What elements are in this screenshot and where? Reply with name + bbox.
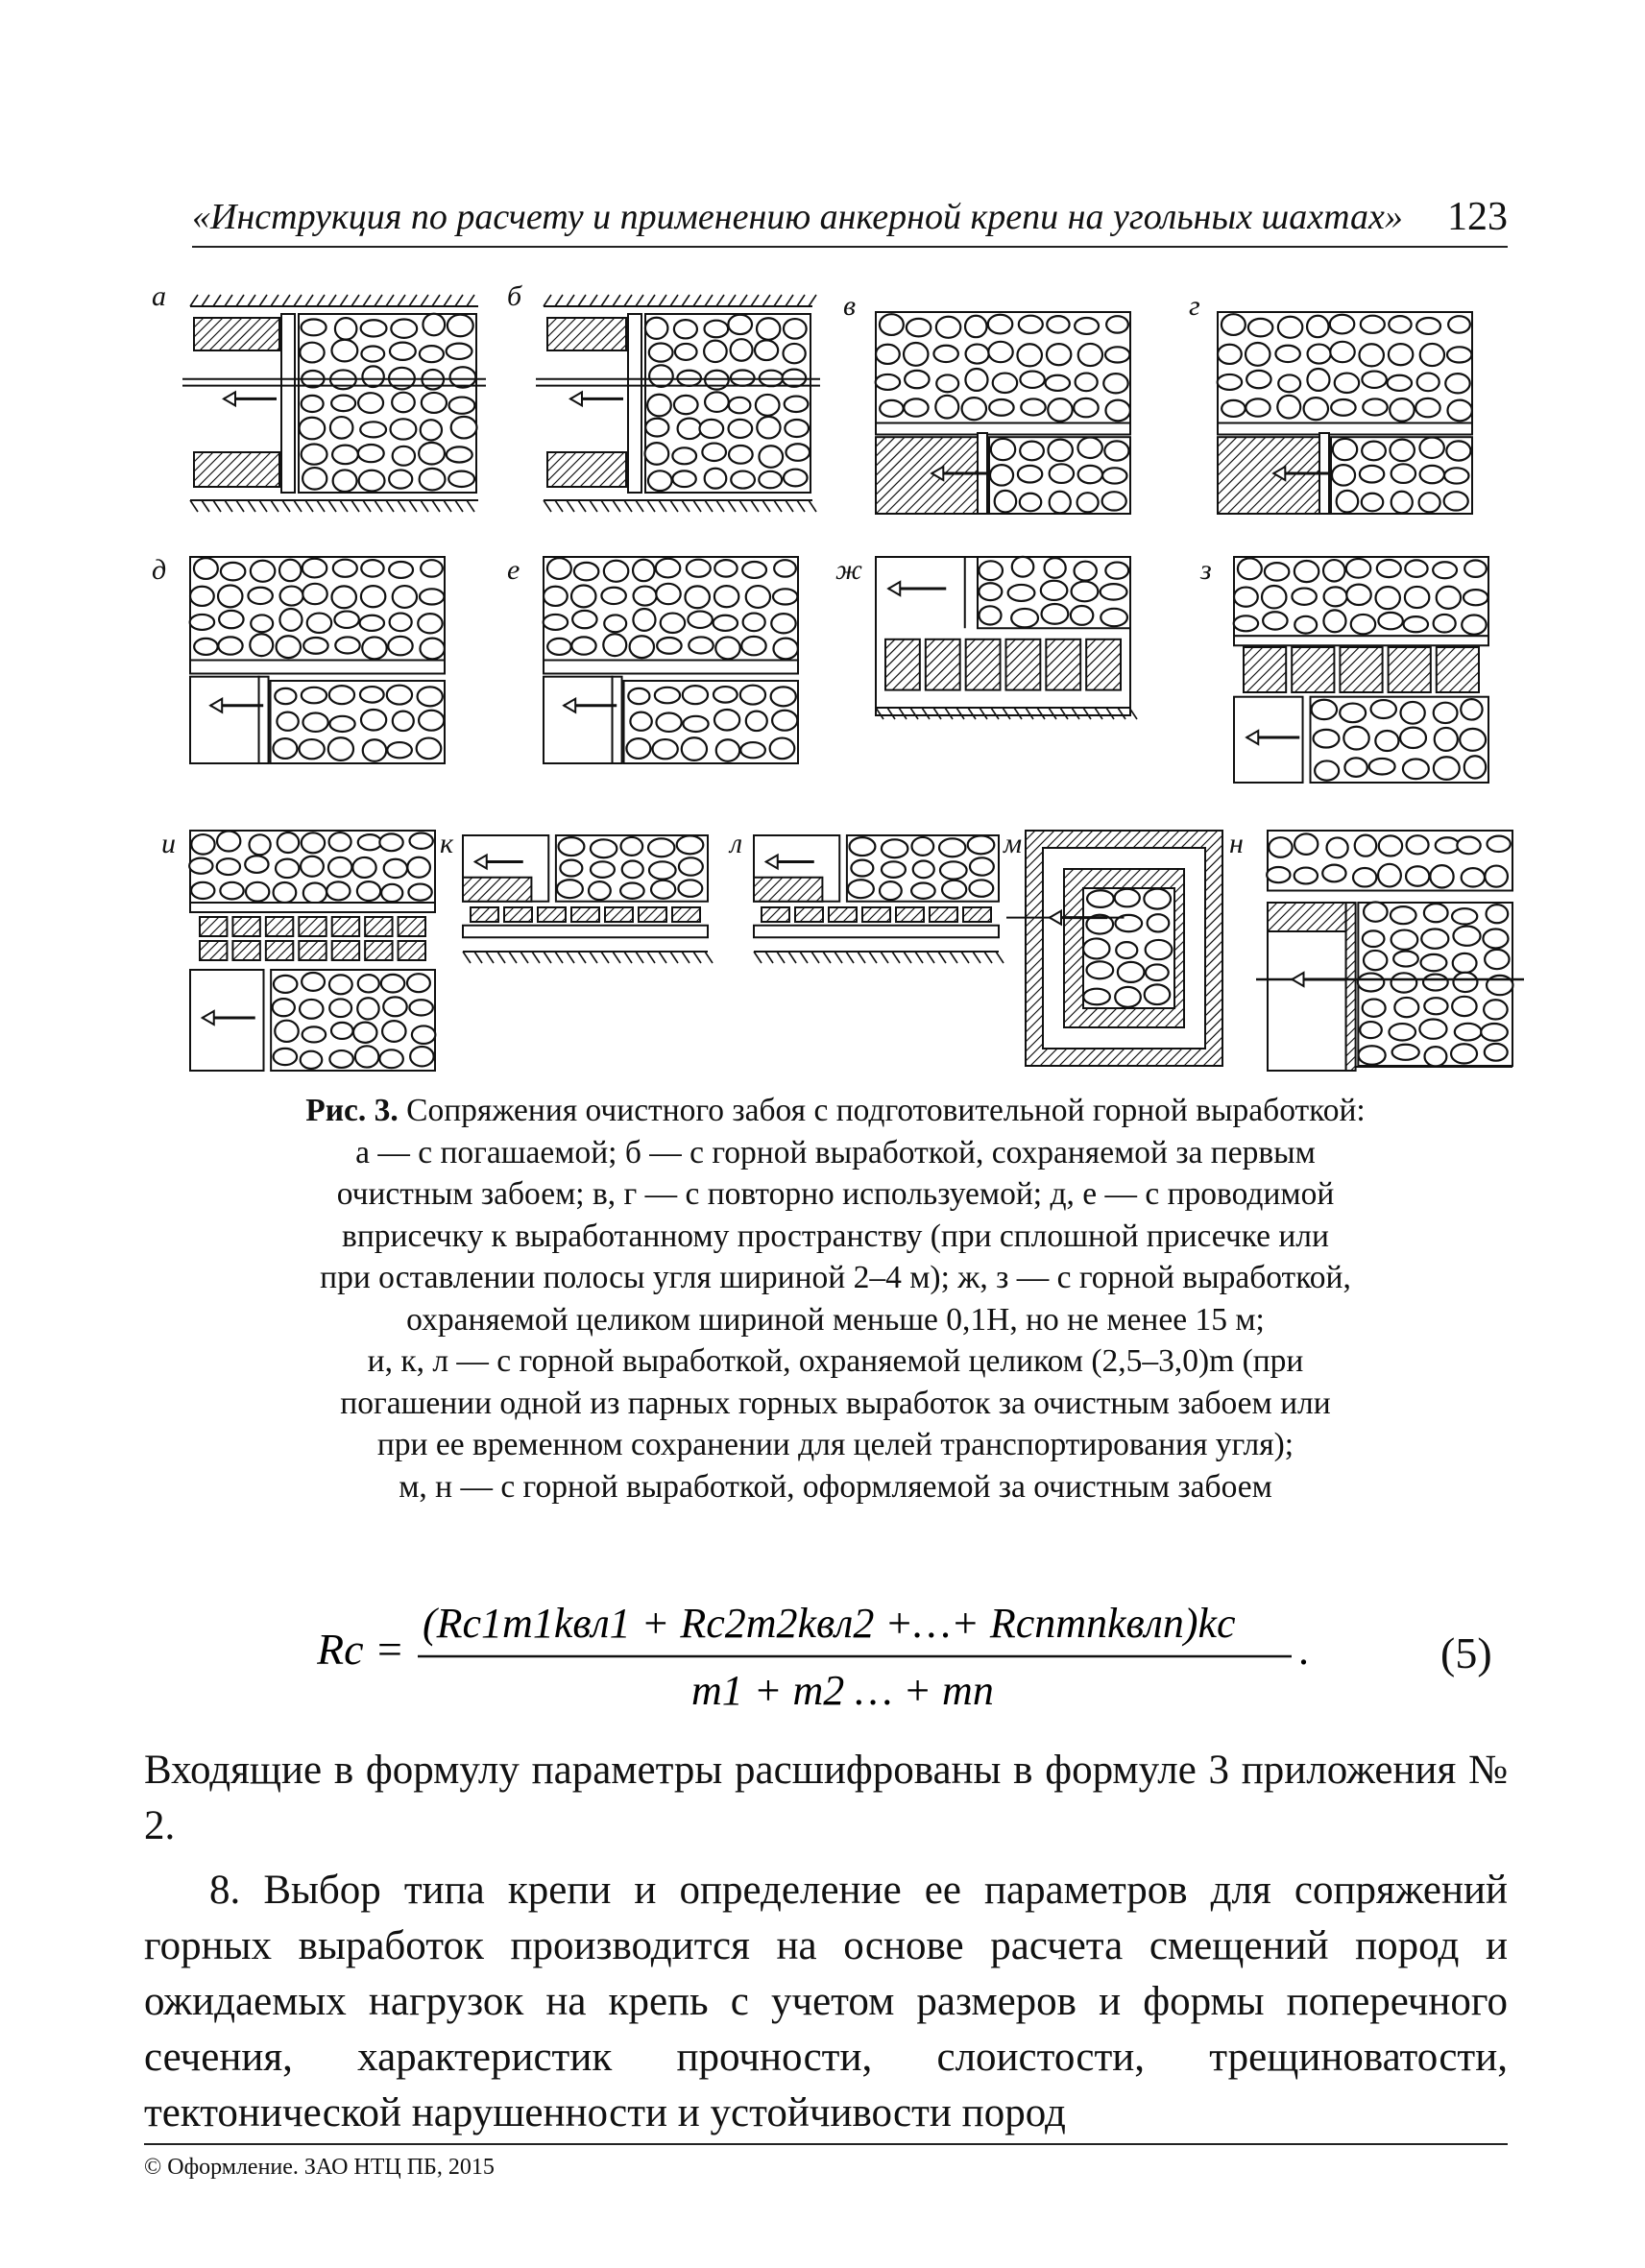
caption-line bbox=[144, 1090, 1527, 1132]
caption-line: вприсечку к выработанному пространству (при сплошной присечке или bbox=[342, 1218, 1329, 1254]
caption-line: при ее временном сохранении для целей транспортирования угля); bbox=[376, 1427, 1294, 1462]
figure bbox=[0, 0, 1645, 1085]
panel-letter: а bbox=[152, 280, 166, 312]
panel-diagram bbox=[190, 557, 445, 763]
panel-letter: к bbox=[440, 828, 454, 859]
panel-letter: в bbox=[843, 290, 857, 322]
caption-line: очистным забоем; в, г — с повторно используемой; д, е — с проводимой bbox=[336, 1176, 1335, 1212]
panel-diagram bbox=[876, 312, 1130, 514]
panel-diagram bbox=[1218, 312, 1472, 514]
panel-letter: н bbox=[1229, 828, 1244, 859]
panel-letter: е bbox=[507, 554, 520, 586]
caption-line: м, н — с горной выработкой, оформляемой за очистным забоем bbox=[399, 1468, 1272, 1505]
svg-text:.: . bbox=[1298, 1627, 1309, 1674]
panel-letter: и bbox=[161, 828, 176, 859]
panel-diagram bbox=[754, 835, 999, 955]
caption-line: и, к, л — с горной выработкой, охраняемой целиком (2,5–3,0)m (при bbox=[367, 1343, 1304, 1379]
panel-diagram bbox=[544, 293, 812, 514]
caption-line-text: Сопряжения очистного забоя с подготовительной горной выработкой: bbox=[406, 1093, 1366, 1128]
panel-diagram bbox=[876, 557, 1130, 715]
running-title: «Инструкция по расчету и применению анкерной крепи на угольных шахтах» bbox=[192, 197, 1403, 237]
caption-line: а — с погашаемой; б — с горной выработкой, сохраняемой за первым bbox=[355, 1134, 1316, 1170]
panel-letter: г bbox=[1189, 290, 1200, 322]
panel-diagram bbox=[544, 557, 798, 763]
panel-letter: ж bbox=[835, 554, 862, 586]
panel-diagram bbox=[1268, 831, 1512, 1071]
panel-letter: м bbox=[1004, 828, 1023, 859]
figure-caption bbox=[144, 1090, 1527, 1508]
panel-diagram bbox=[463, 835, 708, 955]
formula bbox=[317, 1589, 1335, 1733]
footer-text: © Оформление. ЗАО НТЦ ПБ, 2015 bbox=[144, 2155, 495, 2180]
panel-letter: д bbox=[152, 554, 167, 586]
body-paragraph: Входящие в формулу параметры расшифрованы в формуле 3 приложения № 2. bbox=[144, 1748, 1508, 1848]
caption-line: охраняемой целиком шириной меньше 0,1H, но не менее 15 м; bbox=[406, 1301, 1265, 1338]
formula-lhs: Rс = bbox=[317, 1625, 405, 1674]
panel-diagram bbox=[1234, 557, 1488, 783]
caption-line: погашении одной из парных горных выработок за очистным забоем или bbox=[340, 1385, 1331, 1421]
page-number: 123 bbox=[1447, 195, 1508, 239]
footer-rule bbox=[144, 2143, 1508, 2145]
caption-label: Рис. 3. bbox=[305, 1093, 399, 1128]
formula-number: (5) bbox=[1440, 1629, 1492, 1677]
caption-line: при оставлении полосы угля шириной 2–4 м); ж, з — с горной выработкой, bbox=[320, 1260, 1351, 1295]
panel-letter: л bbox=[730, 828, 743, 859]
panel-letter: з bbox=[1200, 554, 1212, 586]
body-paragraph: 8. Выбор типа крепи и определение ее параметров для сопряжений горных выработок производится на основе расчета смещений пород и ожидаемых нагрузок на крепь с учетом размеров и формы поперечного сечения, характеристик прочности, слоистости, трещиноватости, тектонической нарушенности и устойчивости пород bbox=[144, 1868, 1508, 2135]
formula-numerator: (Rс1m1kвл1 + Rс2m2kвл2 +…+ Rсnmnkвлn)kс bbox=[423, 1600, 1236, 1647]
formula-denominator: m1 + m2 … + mn bbox=[691, 1667, 994, 1714]
panel-diagram bbox=[190, 831, 435, 1071]
panel-letter: б bbox=[507, 280, 522, 312]
panel-diagram bbox=[1026, 831, 1222, 1066]
panel-diagram bbox=[190, 293, 478, 514]
